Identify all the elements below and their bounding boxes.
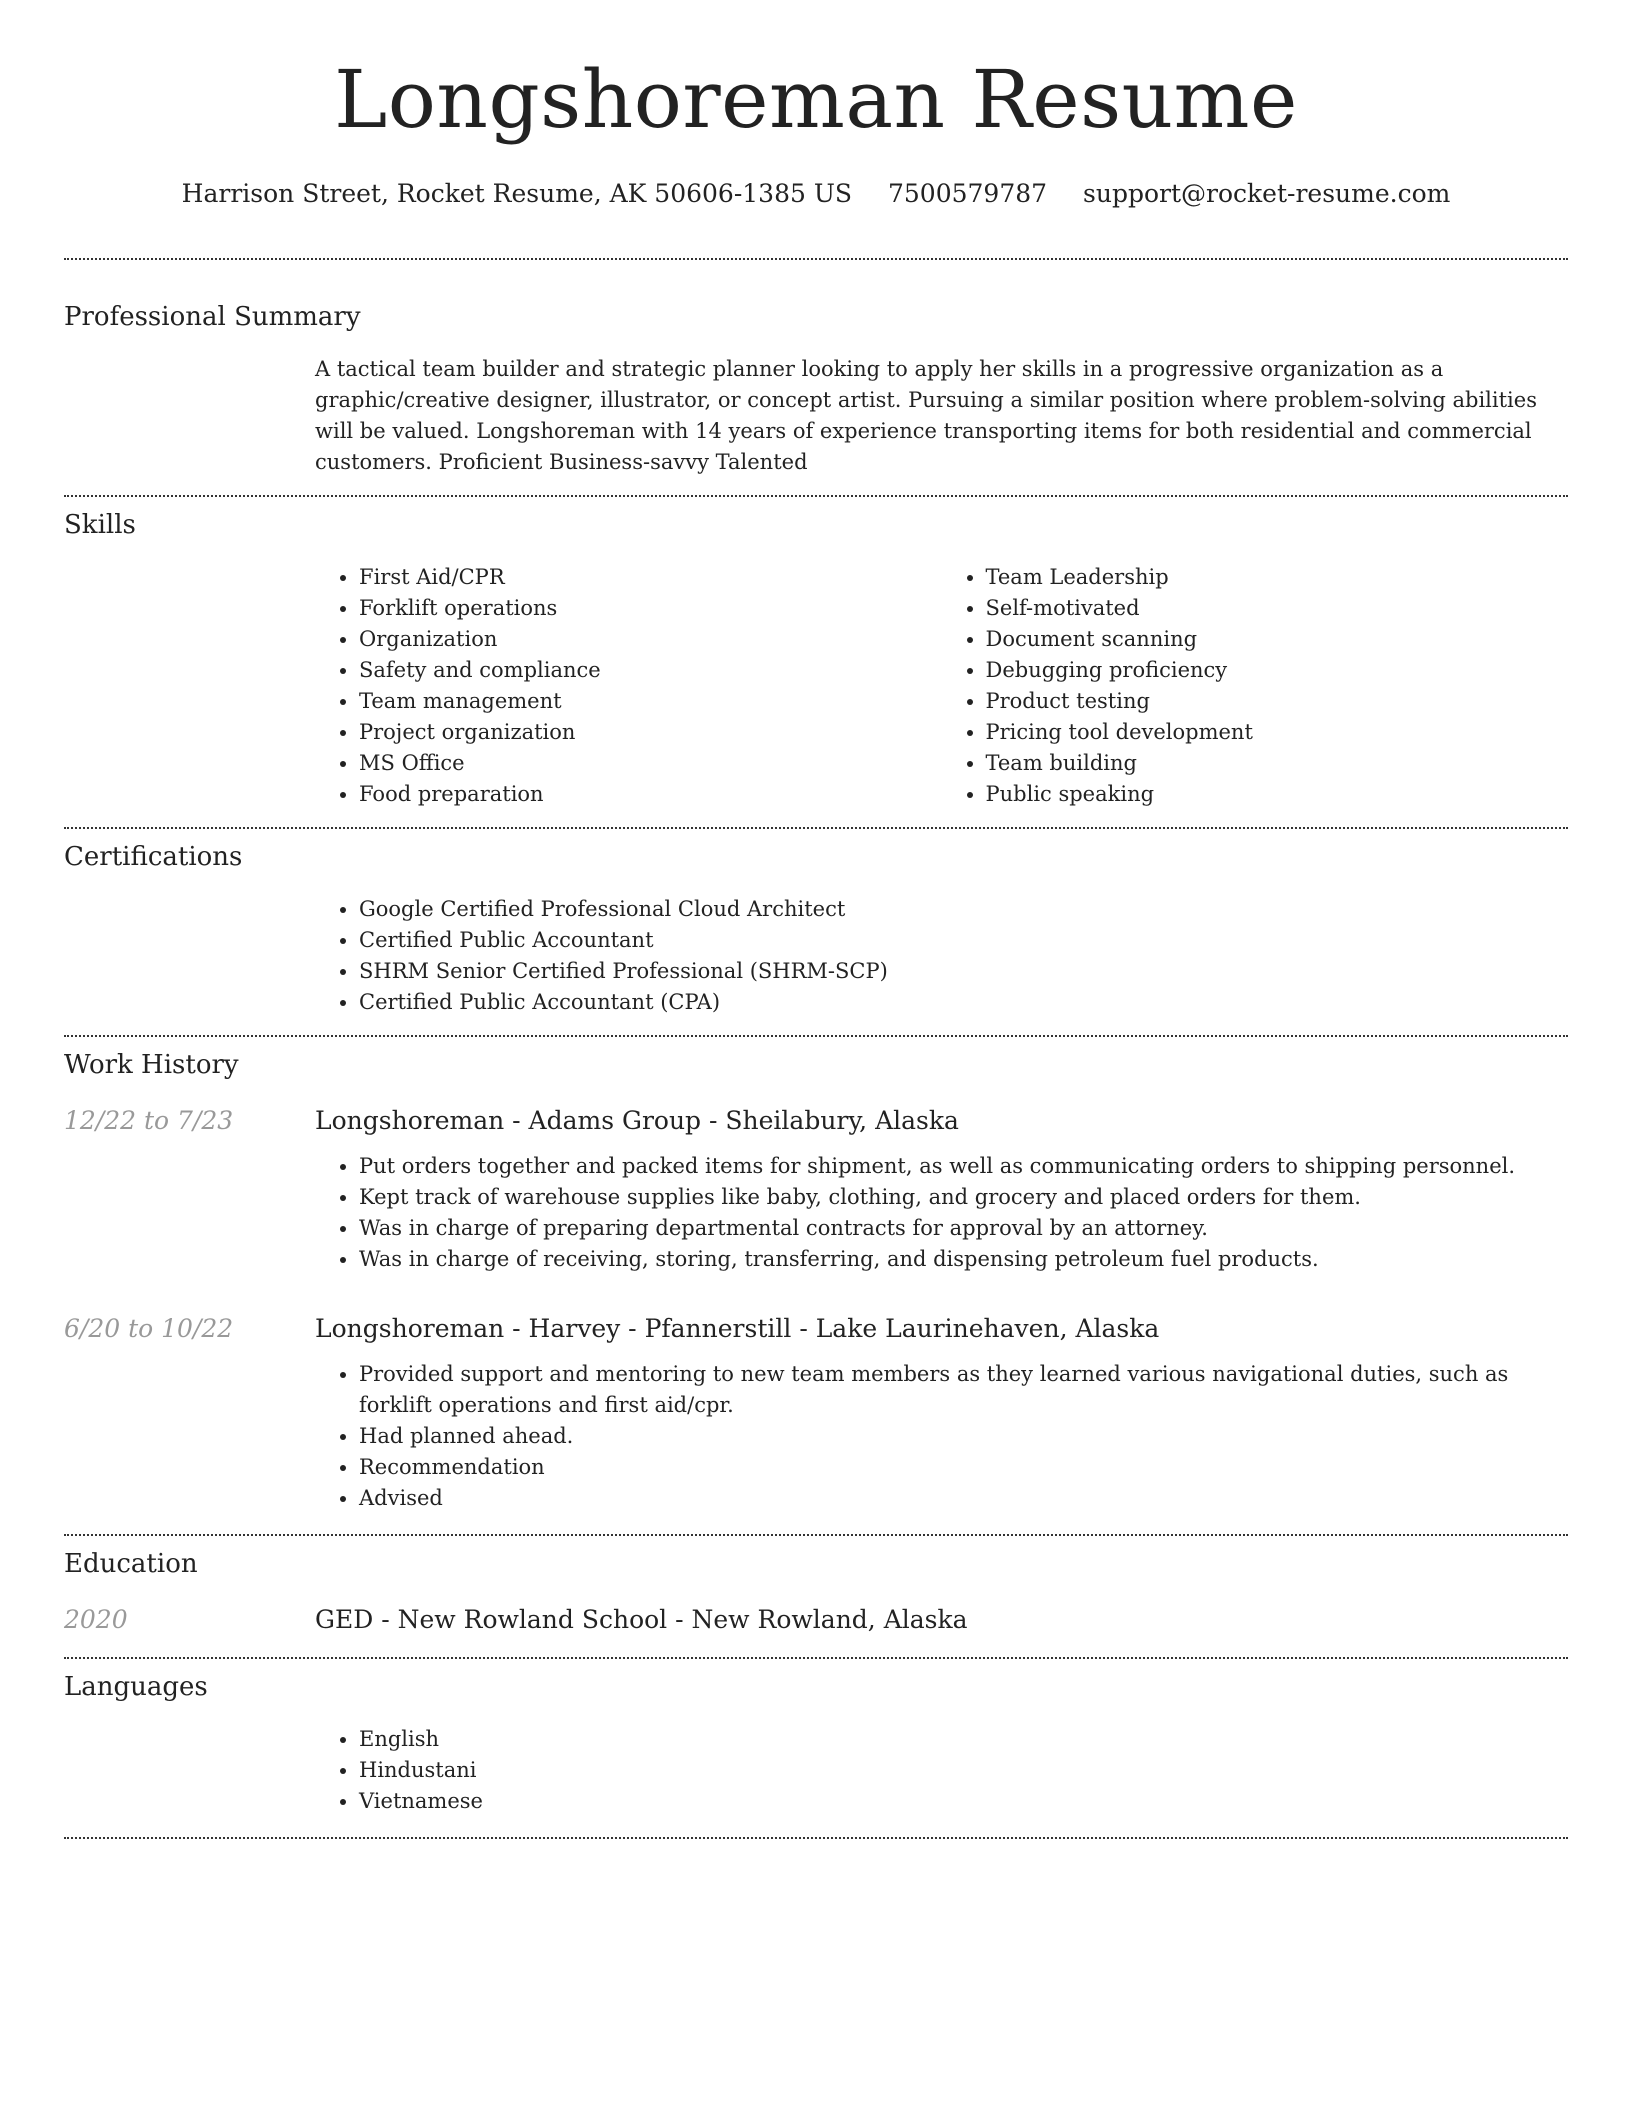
education-year: 2020 (64, 1605, 128, 1634)
work-title: Longshoreman - Harvey - Pfannerstill - Lake Laurinehaven, Alaska (315, 1314, 1160, 1343)
list-item: • Was in charge of preparing departmental contracts for approval by an attorney. (359, 1213, 1568, 1244)
list-item: • Kept track of warehouse supplies like baby, clothing, and grocery and placed orders for them. (359, 1182, 1568, 1213)
list-item: • Team management (359, 686, 942, 717)
certifications-list (315, 894, 1568, 1018)
list-item: • Advised (359, 1483, 1568, 1514)
certifications-body (315, 894, 1568, 1018)
divider (64, 1837, 1568, 1839)
list-item: • Project organization (359, 717, 942, 748)
list-item: • Had planned ahead. (359, 1421, 1568, 1452)
contact-line (64, 178, 1568, 210)
list-item: • Team building (986, 748, 1569, 779)
list-item: • First Aid/CPR (359, 562, 942, 593)
summary-section (64, 260, 1568, 478)
list-item: • Debugging proficiency (986, 655, 1569, 686)
list-item: • Pricing tool development (986, 717, 1569, 748)
list-item: • Forklift operations (359, 593, 942, 624)
education-heading: Education (64, 1549, 198, 1579)
list-item: • English (359, 1724, 1568, 1755)
list-item: • Put orders together and packed items for shipment, as well as communicating orders to shipping personnel. (359, 1151, 1568, 1182)
skills-list-right (942, 562, 1569, 810)
education-title: GED - New Rowland School - New Rowland, Alaska (315, 1605, 968, 1634)
list-item: • Food preparation (359, 779, 942, 810)
languages-body (315, 1724, 1568, 1817)
work-history-section (64, 1037, 1568, 1514)
contact-phone: 7500579787 (888, 179, 1048, 208)
list-item: • Certified Public Accountant (359, 925, 1568, 956)
work-dates: 12/22 to 7/23 (64, 1106, 234, 1135)
list-item: • Vietnamese (359, 1786, 1568, 1817)
summary-text: A tactical team builder and strategic planner looking to apply her skills in a progressive organization as a graphic/creative designer, illustrator, or concept artist. Pursuing a similar position where problem-solving abilities will be valued. Longshoreman with 14 years of experience transporting items for both residential and commercial customers. Proficient Business-savvy Talented (315, 357, 1537, 474)
education-entry (64, 1603, 1568, 1637)
list-item: • Safety and compliance (359, 655, 942, 686)
summary-body (315, 354, 1568, 478)
work-entry (64, 1104, 1568, 1275)
list-item: • Google Certified Professional Cloud Architect (359, 894, 1568, 925)
languages-list (315, 1724, 1568, 1817)
work-title: Longshoreman - Adams Group - Sheilabury, Alaska (315, 1106, 959, 1135)
list-item: • Team Leadership (986, 562, 1569, 593)
work-bullets (315, 1359, 1568, 1514)
work-dates: 6/20 to 10/22 (64, 1314, 234, 1343)
list-item: • Self-motivated (986, 593, 1569, 624)
skills-heading: Skills (64, 510, 136, 540)
skills-section (64, 497, 1568, 810)
work-entry (64, 1312, 1568, 1514)
list-item: • SHRM Senior Certified Professional (SHRM-SCP) (359, 956, 1568, 987)
contact-email: support@rocket-resume.com (1083, 179, 1451, 208)
list-item: • Certified Public Accountant (CPA) (359, 987, 1568, 1018)
certifications-heading: Certifications (64, 842, 243, 872)
list-item: • Provided support and mentoring to new team members as they learned various navigational duties, such as forklift operations and first aid/cpr. (359, 1359, 1568, 1421)
languages-section (64, 1659, 1568, 1817)
education-section (64, 1536, 1568, 1637)
list-item: • Public speaking (986, 779, 1569, 810)
contact-address: Harrison Street, Rocket Resume, AK 50606-1385 US (181, 179, 853, 208)
summary-heading: Professional Summary (64, 302, 361, 332)
list-item: • Product testing (986, 686, 1569, 717)
work-bullets (315, 1151, 1568, 1275)
skills-list-left (315, 562, 942, 810)
work-history-heading: Work History (64, 1050, 239, 1080)
languages-heading: Languages (64, 1672, 208, 1702)
resume-title: Longshoreman Resume (334, 53, 1298, 146)
list-item: • Organization (359, 624, 942, 655)
list-item: • Hindustani (359, 1755, 1568, 1786)
list-item: • MS Office (359, 748, 942, 779)
work-bullet-list (315, 1151, 1568, 1275)
certifications-section (64, 829, 1568, 1018)
skills-body (315, 562, 1568, 810)
list-item: • Was in charge of receiving, storing, transferring, and dispensing petroleum fuel products. (359, 1244, 1568, 1275)
list-item: • Document scanning (986, 624, 1569, 655)
work-bullet-list (315, 1359, 1568, 1514)
list-item: • Recommendation (359, 1452, 1568, 1483)
